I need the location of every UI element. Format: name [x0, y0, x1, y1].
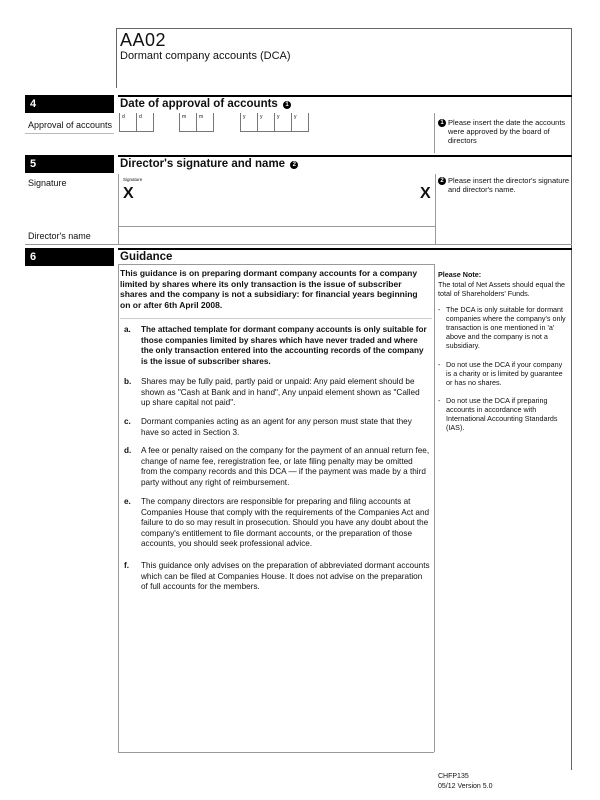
item-text: This guidance only advises on the preparation of abbreviated dormant accounts which can be filed at Companies House. It does not advise on the preparation of full accounts for the members. — [141, 561, 430, 591]
date-cell-label: d — [139, 114, 142, 120]
item-letter: e. — [124, 497, 131, 506]
date-cell-label: d — [122, 114, 125, 120]
please-note-text: The total of Net Assets should equal the total of Shareholders' Funds. — [438, 280, 566, 298]
item-text: The attached template for dormant company accounts is only suitable for those companies limited by shares which have never traded and where the only transaction entered into the accounting records of the company is the issue of subscriber shares. — [141, 325, 427, 366]
section-rule — [118, 155, 572, 157]
note-marker-icon: 1 — [438, 118, 446, 127]
guidance-item-e — [120, 497, 430, 550]
label-underline — [25, 133, 114, 134]
date-cell[interactable] — [137, 113, 154, 131]
please-note-item — [438, 396, 568, 432]
intro-divider — [120, 318, 432, 319]
date-month-field[interactable] — [179, 113, 214, 132]
footer-code: CHFP135 — [438, 773, 469, 780]
guidance-item-d — [120, 446, 430, 488]
guidance-item-b — [120, 377, 430, 409]
signature-cross-right: X — [420, 185, 431, 202]
name-underline — [25, 244, 572, 245]
form-title: Dormant company accounts (DCA) — [120, 50, 291, 62]
frame-right-rule — [571, 28, 572, 770]
date-cell-label: m — [182, 114, 187, 120]
approval-label: Approval of accounts — [28, 120, 113, 130]
director-name-label: Director's name — [28, 231, 91, 241]
date-cell[interactable] — [197, 113, 214, 131]
section-number: 6 — [25, 248, 114, 266]
section-title-text: Date of approval of accounts — [120, 98, 278, 110]
section-4-header — [25, 95, 572, 113]
item-letter: c. — [124, 417, 131, 426]
section-title — [120, 98, 291, 110]
signature-box[interactable] — [118, 174, 436, 227]
dash-icon: - — [438, 360, 441, 369]
please-note-item-text: Do not use the DCA if preparing accounts in accordance with International Accounting Standards (IAS). — [446, 396, 558, 432]
guidance-intro: This guidance is on preparing dormant company accounts for a company limited by shares where its only transaction is the issue of subscriber shares and the company is not a subsidiary: for financial years beginning on or after 6th April 2008. — [120, 268, 418, 310]
section-title: Guidance — [120, 251, 173, 263]
item-text: Shares may be fully paid, partly paid or unpaid: Any paid element should be shown as "Cash at Bank and in hand", Any unpaid element shown as "Called up share capital not paid". — [141, 377, 420, 407]
date-cell-label: m — [199, 114, 204, 120]
section-4-note — [438, 118, 570, 145]
section-5-note — [438, 176, 570, 194]
section-rule — [118, 248, 572, 250]
please-note-item-text: The DCA is only suitable for dormant companies where the company's only transaction is one mentioned in 'a' above and the company is not a subsidiary. — [446, 305, 566, 350]
guidance-item-f — [120, 561, 430, 593]
guidance-bottom-rule — [118, 752, 434, 753]
item-letter: f. — [124, 561, 130, 570]
dash-icon: - — [438, 396, 441, 405]
item-text: The company directors are responsible for preparing and filing accounts at Companies House that comply with the requirements of the Companies Act and failure to do so may result in prosecution. Should you have any doubt about the company's entitlement to file dormant accounts, or the preparation of those accounts, you should seek professional advice. — [141, 497, 430, 548]
date-cell-label: y — [277, 114, 280, 120]
please-note-title: Please Note: — [438, 270, 482, 279]
signature-label: Signature — [28, 178, 67, 188]
date-cell[interactable] — [275, 113, 292, 131]
section-number: 4 — [25, 95, 114, 113]
frame-top-rule — [116, 28, 572, 29]
section-5-note-text: Please insert the director's signature and director's name. — [448, 176, 570, 194]
signature-cross-left: X — [123, 185, 134, 202]
date-day-field[interactable] — [119, 113, 154, 132]
date-cell[interactable] — [292, 113, 309, 131]
frame-left-rule — [116, 28, 117, 88]
section-title-text: Director's signature and name — [120, 158, 286, 170]
section-rule — [118, 95, 572, 97]
note-marker-icon: 1 — [283, 101, 291, 109]
item-letter: b. — [124, 377, 132, 386]
date-cell[interactable] — [180, 113, 197, 131]
please-note-item-text: Do not use the DCA if your company is a charity or is limited by guarantee or has no shares. — [446, 360, 563, 387]
guidance-item-a — [120, 325, 430, 367]
date-cell[interactable] — [241, 113, 258, 131]
date-cell[interactable] — [258, 113, 275, 131]
date-year-field[interactable] — [240, 113, 309, 132]
guidance-left-rule — [118, 264, 119, 752]
item-text: Dormant companies acting as an agent for any person must state that they have so acted in Section 3. — [141, 417, 412, 437]
please-note-item — [438, 305, 568, 350]
guidance-top-rule — [118, 264, 434, 265]
date-cell-label: y — [243, 114, 246, 120]
footer-version: 05/12 Version 5.0 — [438, 783, 493, 790]
guidance-item-c — [120, 417, 430, 438]
section-4-note-text: Please insert the date the accounts were approved by the board of directors — [448, 118, 566, 145]
guidance-right-rule — [434, 264, 435, 752]
section-5-header — [25, 155, 572, 173]
date-cell-label: y — [294, 114, 297, 120]
note-marker-icon: 2 — [438, 176, 446, 185]
dash-icon: - — [438, 305, 441, 314]
form-code: AA02 — [120, 30, 167, 50]
date-cell-label: y — [260, 114, 263, 120]
please-note-item — [438, 360, 568, 387]
section-number: 5 — [25, 155, 114, 173]
item-text: A fee or penalty raised on the company for the payment of an annual return fee, change of name fee, reregistration fee, or late filing penalty may be omitted from the company records and this DCA — if the payment was made by a third party without any right of reimbursement. — [141, 446, 430, 487]
note-divider — [434, 113, 435, 153]
signature-caption: Signature — [123, 177, 143, 182]
item-letter: a. — [124, 325, 131, 334]
director-name-field[interactable] — [118, 226, 436, 244]
date-cell[interactable] — [120, 113, 137, 131]
note-marker-icon: 2 — [290, 161, 298, 169]
section-title — [120, 158, 298, 170]
item-letter: d. — [124, 446, 132, 455]
